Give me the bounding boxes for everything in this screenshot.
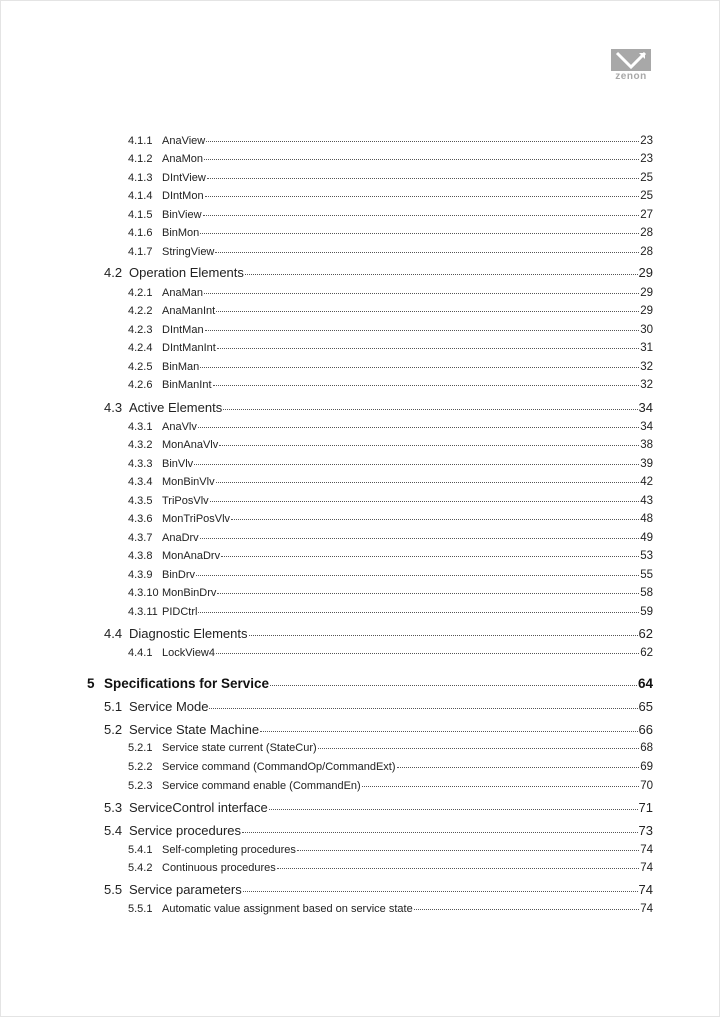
toc-entry-page: 74 bbox=[638, 881, 653, 897]
toc-dot-leader bbox=[198, 612, 639, 613]
toc-dot-leader bbox=[245, 274, 638, 275]
toc-entry[interactable] bbox=[128, 458, 653, 470]
toc-entry[interactable] bbox=[128, 761, 653, 773]
toc-dot-leader bbox=[213, 385, 640, 386]
toc-entry[interactable] bbox=[128, 569, 653, 581]
toc-entry-page: 55 bbox=[640, 568, 653, 581]
toc-entry[interactable] bbox=[128, 495, 653, 507]
toc-entry-number: 4.3.9 bbox=[128, 568, 153, 581]
toc-entry-page: 68 bbox=[640, 741, 653, 754]
toc-entry-title: DIntMon bbox=[162, 190, 204, 202]
toc-entry[interactable] bbox=[128, 287, 653, 299]
toc-dot-leader bbox=[242, 832, 638, 833]
toc-entry-title: AnaMon bbox=[162, 153, 203, 165]
toc-entry-page: 69 bbox=[640, 760, 653, 773]
toc-entry-page: 28 bbox=[640, 245, 653, 258]
toc-entry[interactable] bbox=[128, 379, 653, 391]
toc-entry-number: 4.2.4 bbox=[128, 342, 153, 354]
toc-entry[interactable] bbox=[128, 227, 653, 239]
toc-entry-page: 65 bbox=[638, 698, 653, 714]
toc-entry[interactable] bbox=[128, 550, 653, 562]
toc-entry[interactable] bbox=[128, 135, 653, 147]
toc-entry-number: 4.3.11 bbox=[128, 605, 158, 618]
toc-entry-page: 62 bbox=[638, 625, 653, 641]
toc-entry-page: 70 bbox=[640, 779, 653, 792]
toc-dot-leader bbox=[207, 178, 639, 179]
toc-entry-number: 4.2.1 bbox=[128, 286, 153, 299]
toc-dot-leader bbox=[217, 348, 639, 349]
toc-entry-number: 4.1.7 bbox=[128, 245, 153, 258]
toc-entry-title: ServiceControl interface bbox=[129, 799, 268, 815]
toc-dot-leader bbox=[216, 482, 640, 483]
toc-entry-number: 5.2 bbox=[104, 721, 123, 737]
toc-entry-number: 5.5 bbox=[104, 881, 123, 897]
toc-dot-leader bbox=[203, 215, 640, 216]
toc-entry-title: BinMon bbox=[162, 227, 200, 239]
toc-dot-leader bbox=[198, 427, 639, 428]
toc-entry-title: Continuous procedures bbox=[162, 861, 276, 874]
toc-dot-leader bbox=[205, 330, 640, 331]
toc-entry-title: DIntMan bbox=[162, 323, 204, 336]
toc-entry-number: 4.2.3 bbox=[128, 323, 153, 336]
toc-entry-number: 4.2.2 bbox=[128, 305, 153, 317]
toc-entry-page: 43 bbox=[640, 494, 653, 507]
toc-entry-title: Service command enable (CommandEn) bbox=[162, 779, 361, 792]
toc-entry-page: 30 bbox=[640, 323, 653, 336]
toc-entry[interactable] bbox=[104, 265, 653, 280]
toc-dot-leader bbox=[200, 538, 640, 539]
toc-entry-page: 34 bbox=[640, 420, 653, 433]
toc-entry-page: 62 bbox=[640, 646, 653, 659]
toc-entry-page: 29 bbox=[640, 305, 653, 317]
toc-entry[interactable] bbox=[128, 361, 653, 373]
toc-entry[interactable] bbox=[128, 844, 653, 856]
toc-entry[interactable] bbox=[128, 532, 653, 544]
toc-entry-number: 4.1.6 bbox=[128, 227, 153, 239]
toc-dot-leader bbox=[277, 868, 639, 869]
toc-dot-leader bbox=[221, 556, 639, 557]
toc-entry-title: AnaView bbox=[162, 134, 206, 147]
toc-entry[interactable] bbox=[104, 400, 653, 415]
toc-entry-title: Self-completing procedures bbox=[162, 843, 296, 856]
toc-dot-leader bbox=[297, 850, 639, 851]
toc-entry-page: 29 bbox=[638, 264, 653, 280]
toc-entry-title: Diagnostic Elements bbox=[129, 625, 248, 641]
zenon-logo-icon bbox=[611, 49, 651, 71]
toc-entry-page: 23 bbox=[640, 153, 653, 165]
toc-dot-leader bbox=[216, 653, 639, 654]
toc-entry-number: 4.1.2 bbox=[128, 153, 153, 165]
toc-entry-title: BinVlv bbox=[162, 457, 194, 470]
toc-entry-page: 29 bbox=[640, 286, 653, 299]
toc-dot-leader bbox=[200, 233, 639, 234]
toc-entry-number: 5.2.1 bbox=[128, 741, 153, 754]
toc-dot-leader bbox=[215, 252, 639, 253]
toc-dot-leader bbox=[206, 141, 639, 142]
toc-entry[interactable] bbox=[128, 342, 653, 354]
toc-entry-title: Service command (CommandOp/CommandExt) bbox=[162, 760, 396, 773]
toc-entry-title: BinMan bbox=[162, 360, 200, 373]
toc-entry-number: 5.5.1 bbox=[128, 902, 153, 915]
toc-dot-leader bbox=[216, 311, 639, 312]
toc-entry-page: 38 bbox=[640, 439, 653, 451]
toc-entry[interactable] bbox=[87, 676, 653, 691]
toc-entry-title: DIntView bbox=[162, 171, 206, 184]
toc-entry-title: PIDCtrl bbox=[162, 605, 198, 618]
toc-entry-page: 34 bbox=[638, 399, 653, 415]
toc-dot-leader bbox=[397, 767, 640, 768]
toc-entry[interactable] bbox=[128, 421, 653, 433]
toc-entry-number: 4.2 bbox=[104, 264, 123, 280]
toc-dot-leader bbox=[243, 891, 638, 892]
toc-entry-page: 49 bbox=[640, 531, 653, 544]
toc-entry-page: 74 bbox=[640, 843, 653, 856]
toc-entry-title: Service Mode bbox=[129, 698, 209, 714]
toc-entry-number: 4.3 bbox=[104, 399, 123, 415]
toc-entry[interactable] bbox=[104, 699, 653, 714]
toc-dot-leader bbox=[318, 748, 640, 749]
toc-entry-title: BinView bbox=[162, 208, 202, 221]
toc-entry-title: MonBinVlv bbox=[162, 476, 215, 488]
toc-entry-number: 4.4 bbox=[104, 625, 123, 641]
toc-entry-page: 32 bbox=[640, 360, 653, 373]
toc-dot-leader bbox=[414, 909, 640, 910]
toc-entry-title: AnaDrv bbox=[162, 531, 199, 544]
toc-entry[interactable] bbox=[128, 324, 653, 336]
toc-dot-leader bbox=[210, 501, 640, 502]
toc-entry[interactable] bbox=[128, 476, 653, 488]
toc-dot-leader bbox=[204, 159, 639, 160]
toc-entry-page: 32 bbox=[640, 379, 653, 391]
toc-entry-number: 4.3.2 bbox=[128, 439, 153, 451]
toc-entry-title: TriPosVlv bbox=[162, 494, 209, 507]
toc-entry-title: Service state current (StateCur) bbox=[162, 741, 317, 754]
toc-entry-number: 5.4.2 bbox=[128, 861, 153, 874]
toc-entry-number: 4.1.3 bbox=[128, 171, 153, 184]
toc-entry[interactable] bbox=[128, 647, 653, 659]
toc-entry-title: AnaVlv bbox=[162, 420, 197, 433]
toc-entry-page: 74 bbox=[640, 861, 653, 874]
toc-entry-page: 58 bbox=[640, 587, 653, 599]
zenon-logo bbox=[611, 49, 651, 83]
toc-entry-number: 5 bbox=[87, 676, 95, 691]
toc-entry-page: 64 bbox=[637, 676, 653, 691]
toc-dot-leader bbox=[223, 409, 637, 410]
toc-entry-title: BinDrv bbox=[162, 568, 196, 581]
toc-entry-number: 4.3.6 bbox=[128, 513, 153, 525]
toc-entry-page: 31 bbox=[640, 342, 653, 354]
toc-entry-title: MonTriPosVlv bbox=[162, 513, 231, 525]
toc-entry-number: 5.2.3 bbox=[128, 779, 153, 792]
toc-dot-leader bbox=[194, 464, 639, 465]
toc-entry-number: 4.3.1 bbox=[128, 420, 153, 433]
toc-entry-title: Active Elements bbox=[129, 399, 223, 415]
toc-entry-title: MonAnaDrv bbox=[162, 550, 221, 562]
toc-entry-page: 42 bbox=[640, 476, 653, 488]
toc-entry[interactable] bbox=[128, 172, 653, 184]
toc-entry-title: Specifications for Service bbox=[104, 676, 270, 691]
toc-entry-number: 5.2.2 bbox=[128, 760, 153, 773]
toc-entry-page: 27 bbox=[640, 208, 653, 221]
toc-entry-title: DIntManInt bbox=[162, 342, 216, 354]
toc-entry-title: Service procedures bbox=[129, 822, 241, 838]
toc-entry-number: 5.4 bbox=[104, 822, 123, 838]
toc-entry-number: 4.3.4 bbox=[128, 476, 153, 488]
toc-entry-page: 48 bbox=[640, 513, 653, 525]
toc-entry-title: AnaMan bbox=[162, 286, 203, 299]
toc-dot-leader bbox=[196, 575, 639, 576]
toc-entry[interactable] bbox=[128, 513, 653, 525]
toc-entry-number: 4.3.8 bbox=[128, 550, 153, 562]
toc-entry-page: 59 bbox=[640, 605, 653, 618]
toc-entry[interactable] bbox=[128, 587, 653, 599]
toc-entry[interactable] bbox=[128, 606, 653, 618]
toc-entry[interactable] bbox=[128, 209, 653, 221]
toc-entry-title: MonAnaVlv bbox=[162, 439, 219, 451]
toc-entry-title: Service parameters bbox=[129, 881, 242, 897]
toc-dot-leader bbox=[231, 519, 639, 520]
toc-entry-page: 25 bbox=[640, 171, 653, 184]
toc-entry-title: Automatic value assignment based on service state bbox=[162, 902, 413, 915]
toc-entry-number: 4.1.5 bbox=[128, 208, 153, 221]
toc-entry-page: 39 bbox=[640, 457, 653, 470]
toc-entry-page: 71 bbox=[638, 799, 653, 815]
toc-entry[interactable] bbox=[128, 862, 653, 874]
toc-dot-leader bbox=[249, 635, 638, 636]
toc-entry[interactable] bbox=[104, 626, 653, 641]
toc-entry[interactable] bbox=[128, 439, 653, 451]
toc-entry-page: 73 bbox=[638, 822, 653, 838]
toc-dot-leader bbox=[362, 786, 640, 787]
toc-entry[interactable] bbox=[128, 742, 653, 754]
toc-entry-page: 28 bbox=[640, 227, 653, 239]
toc-entry-number: 5.3 bbox=[104, 799, 123, 815]
toc-entry-number: 4.3.3 bbox=[128, 457, 153, 470]
toc-entry-number: 4.1.4 bbox=[128, 190, 153, 202]
toc-dot-leader bbox=[200, 367, 639, 368]
toc-entry[interactable] bbox=[128, 246, 653, 258]
toc-entry-page: 23 bbox=[640, 134, 653, 147]
toc-dot-leader bbox=[209, 708, 637, 709]
toc-entry-page: 66 bbox=[638, 721, 653, 737]
toc-entry[interactable] bbox=[128, 190, 653, 202]
toc-entry[interactable] bbox=[104, 722, 653, 737]
toc-entry-title: MonBinDrv bbox=[162, 587, 217, 599]
toc-entry-number: 4.3.5 bbox=[128, 494, 153, 507]
toc-dot-leader bbox=[204, 293, 639, 294]
toc-entry-number: 4.2.6 bbox=[128, 379, 153, 391]
toc-dot-leader bbox=[219, 445, 639, 446]
toc-entry-number: 4.3.10 bbox=[128, 587, 159, 599]
toc-dot-leader bbox=[270, 685, 637, 686]
toc-entry-title: LockView4 bbox=[162, 646, 215, 659]
toc-entry-title: AnaManInt bbox=[162, 305, 216, 317]
toc-entry[interactable] bbox=[104, 823, 653, 838]
toc-entry-title: StringView bbox=[162, 245, 215, 258]
toc-entry-page: 74 bbox=[640, 902, 653, 915]
toc-entry-number: 5.1 bbox=[104, 698, 123, 714]
logo-wordmark: zenon bbox=[615, 71, 647, 82]
toc-entry-title: Service State Machine bbox=[129, 721, 260, 737]
toc-entry-number: 4.3.7 bbox=[128, 531, 153, 544]
toc-entry-title: Operation Elements bbox=[129, 264, 244, 280]
toc-entry-page: 53 bbox=[640, 550, 653, 562]
toc-entry-title: BinManInt bbox=[162, 379, 212, 391]
toc-dot-leader bbox=[269, 809, 638, 810]
toc-entry[interactable] bbox=[128, 780, 653, 792]
toc-entry-number: 4.1.1 bbox=[128, 134, 153, 147]
toc-entry[interactable] bbox=[128, 903, 653, 915]
toc-entry-number: 4.2.5 bbox=[128, 360, 153, 373]
toc-dot-leader bbox=[217, 593, 639, 594]
toc-entry-number: 4.4.1 bbox=[128, 646, 153, 659]
toc-entry-page: 25 bbox=[640, 190, 653, 202]
toc-entry[interactable] bbox=[128, 153, 653, 165]
toc-entry[interactable] bbox=[104, 800, 653, 815]
toc-entry-number: 5.4.1 bbox=[128, 843, 153, 856]
toc-entry[interactable] bbox=[104, 882, 653, 897]
toc-entry[interactable] bbox=[128, 305, 653, 317]
toc-dot-leader bbox=[260, 731, 637, 732]
toc-dot-leader bbox=[205, 196, 640, 197]
